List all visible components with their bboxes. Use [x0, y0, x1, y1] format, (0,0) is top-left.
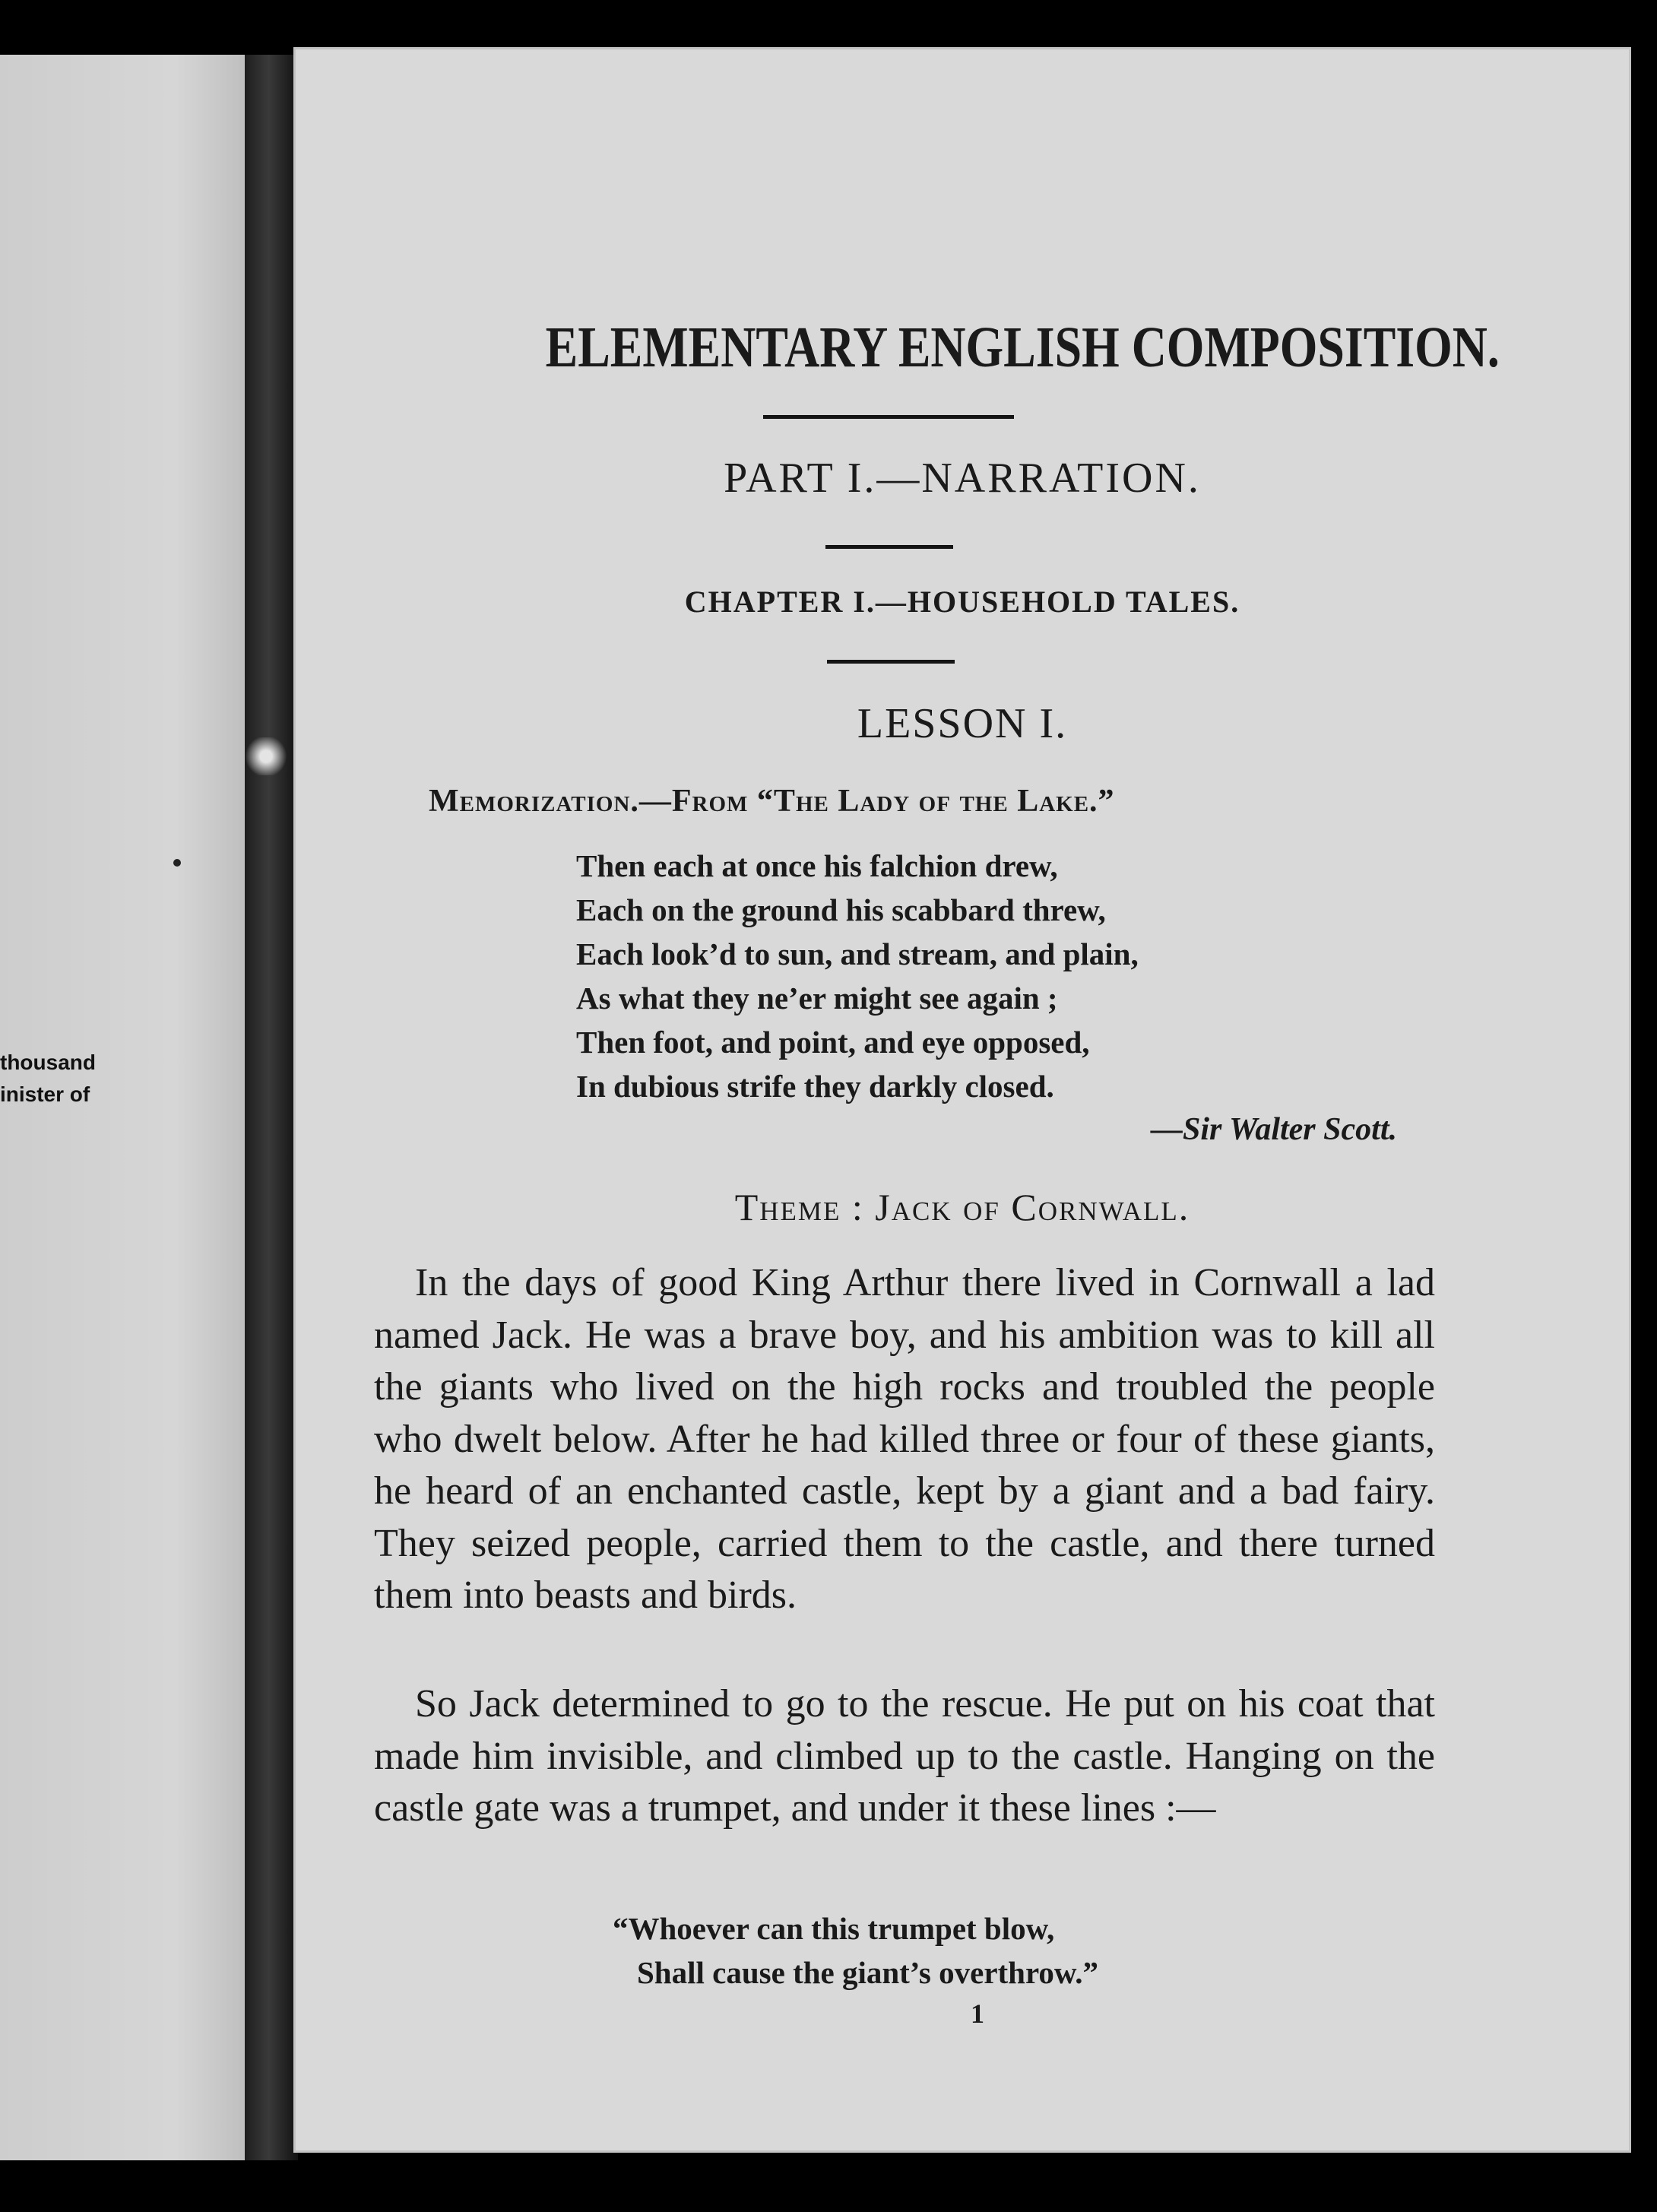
left-page-text-line: thousand	[0, 1051, 96, 1074]
poem-line: Then each at once his falchion drew,	[576, 848, 1058, 883]
poem-line: Each on the ground his scabbard threw,	[576, 892, 1106, 927]
book-spine	[245, 55, 298, 2160]
verse-line: Shall cause the giant’s overthrow.”	[637, 1955, 1099, 1990]
chapter-heading: CHAPTER I.—HOUSEHOLD TALES.	[684, 585, 1240, 619]
paragraph-text: So Jack determined to go to the rescue. He put on his coat that made him invisible, and climbed up to the castle. Hanging on the castle gate was a trumpet, and under it these lines :—	[374, 1682, 1435, 1830]
left-page	[0, 55, 251, 2160]
book-title: ELEMENTARY ENGLISH COMPOSITION.	[545, 315, 1500, 379]
poem-line: In dubious strife they darkly closed.	[576, 1069, 1054, 1104]
lesson-heading: LESSON I.	[857, 700, 1068, 747]
poem-line: Then foot, and point, and eye opposed,	[576, 1025, 1090, 1060]
theme-heading: Theme : Jack of Cornwall.	[734, 1186, 1190, 1228]
story-paragraph	[374, 1257, 1435, 1622]
page-tear	[243, 737, 289, 775]
trumpet-verse	[613, 1906, 1098, 1995]
divider-rule	[827, 660, 955, 664]
paragraph-text: In the days of good King Arthur there lived in Cornwall a lad named Jack. He was a brave boy, and his ambition was to kill all the giants who lived on the high rocks and troubled the people who dwelt below. After he had killed three or four of these giants, he heard of an enchanted castle, kept by a giant and a bad fairy. They seized people, carried them to the castle, and there turned them into beasts and birds.	[374, 1261, 1435, 1617]
poem-attribution: —Sir Walter Scott.	[1150, 1112, 1397, 1147]
poem	[576, 844, 1139, 1108]
part-heading: PART I.—NARRATION.	[724, 455, 1201, 502]
poem-line: As what they ne’er might see again ;	[576, 981, 1058, 1016]
right-page	[293, 47, 1631, 2153]
page-number: 1	[971, 1998, 984, 2029]
story-paragraph	[374, 1678, 1435, 1835]
ink-speck	[173, 859, 181, 867]
divider-rule	[825, 545, 953, 549]
poem-line: Each look’d to sun, and stream, and plain,	[576, 936, 1139, 971]
memorization-heading: Memorization.—From “The Lady of the Lake.”	[429, 784, 1115, 819]
verse-line: “Whoever can this trumpet blow,	[613, 1911, 1055, 1946]
left-page-text-line: inister of	[0, 1082, 90, 1106]
divider-rule	[763, 415, 1014, 419]
